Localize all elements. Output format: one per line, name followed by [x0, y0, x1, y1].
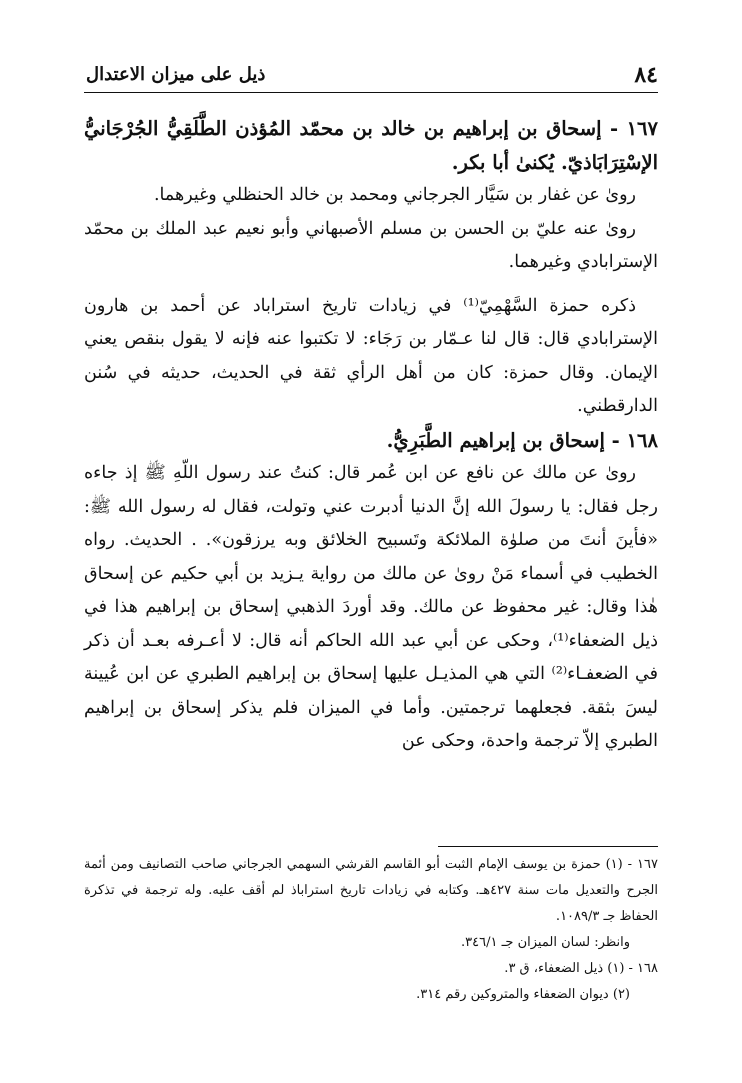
- entry-168-paragraph: رویٰ عن مالك عن نافع عن ابن عُمر قال: كنتُ عند رسول اللّهِ ﷺ إذ جاءه رجل فقال: يا رسولَ الله إنَّ الدنيا أدبرت عني وتولت، فقال له رسول الله ﷺ: «فأينَ أنتَ من صلوٰة الملائكة وتَسبيح الخلائق وبه يرزقون». . الحديث. رواه الخطيب في أسماء مَنْ رویٰ عن مالك من رواية يـزيد بن أبي حكيم عن إسحاق هٰذا وقال: غير محفوظ عن مالك. وقد أوردَ الذهبي إسحاق بن إبراهيم هذا في ذيل الضعفاء⁽¹⁾، وحكى عن أبي عبد الله الحاكم أنه قال: لا أعـرفه بعـد أن ذكر في الضعفـاء⁽²⁾ التي هي المذيـل عليها إسحاق بن إبراهيم الطبري عن ابن عُيينة ليسَ بثقة. فجعلهما ترجمتين. وأما في الميزان فلم يذكر إسحاق بن إبراهيم الطبري إلاّ ترجمة واحدة، وحكى عن: [84, 463, 658, 751]
- page-header: [86, 62, 658, 90]
- entry-heading-168: ١٦٨ - إسحاق بن إبراهيم الطَّبَرِيُّ.: [386, 428, 658, 452]
- footnote-divider: [438, 846, 658, 847]
- running-title: ذيل على ميزان الاعتدال: [86, 64, 266, 85]
- main-text: [84, 112, 658, 759]
- footnote: ١٦٨ - (١) ذيل الضعفاء، ق ٣.: [504, 961, 658, 976]
- header-divider: [84, 92, 658, 93]
- entry-167-paragraph: رویٰ عن غفار بن سَيَّار الجرجاني ومحمد بن خالد الحنظلي وغيرهما.: [153, 185, 636, 205]
- footnote: (٢) ديوان الضعفاء والمتروكين رقم ٣١٤.: [416, 987, 630, 1002]
- footnote: وانظر: لسان الميزان جـ ٣٤٦/١.: [461, 935, 630, 950]
- entry-167-paragraph: ذكره حمزة السَّهْمِيّ⁽¹⁾ في زيادات تاريخ استراباد عن أحمد بن هارون الإسترابادي قال: قال لنا عـمّار بن رَجَاء: لا تكتبوا عنه فإنه لا يقول بنقص يعني الإيمان. وقال حمزة: كان من أهل الرأي ثقة في الحديث، حديثه في سُنن الدارقطني.: [84, 295, 658, 416]
- entry-heading-167: ١٦٧ - إسحاق بن إبراهيم بن خالد بن محمّد المُؤذن الطَّلَقِيُّ الجُرْجَانيُّ الإسْتِرَابَاذيّ. يُكنىٰ أبا بكر.: [84, 117, 658, 174]
- entry-167-paragraph: رویٰ عنه عليّ بن الحسن بن مسلم الأصبهاني وأبو نعيم عبد الملك بن محمّد الإسترابادي وغيرهما.: [84, 218, 658, 272]
- footnote: ١٦٧ - (١) حمزة بن يوسف الإمام الثبت أبو القاسم القرشي السهمي الجرجاني صاحب التصانيف ومن أئمة الجرح والتعديل مات سنة ٤٢٧هـ. وكتابه في زيادات تاريخ استراباذ لم أقف عليه. وله ترجمة في تذكرة الحفاظ جـ ١٠٨٩/٣.: [84, 857, 659, 924]
- footnotes: [84, 852, 658, 1008]
- page-number: ٨٤: [634, 62, 658, 88]
